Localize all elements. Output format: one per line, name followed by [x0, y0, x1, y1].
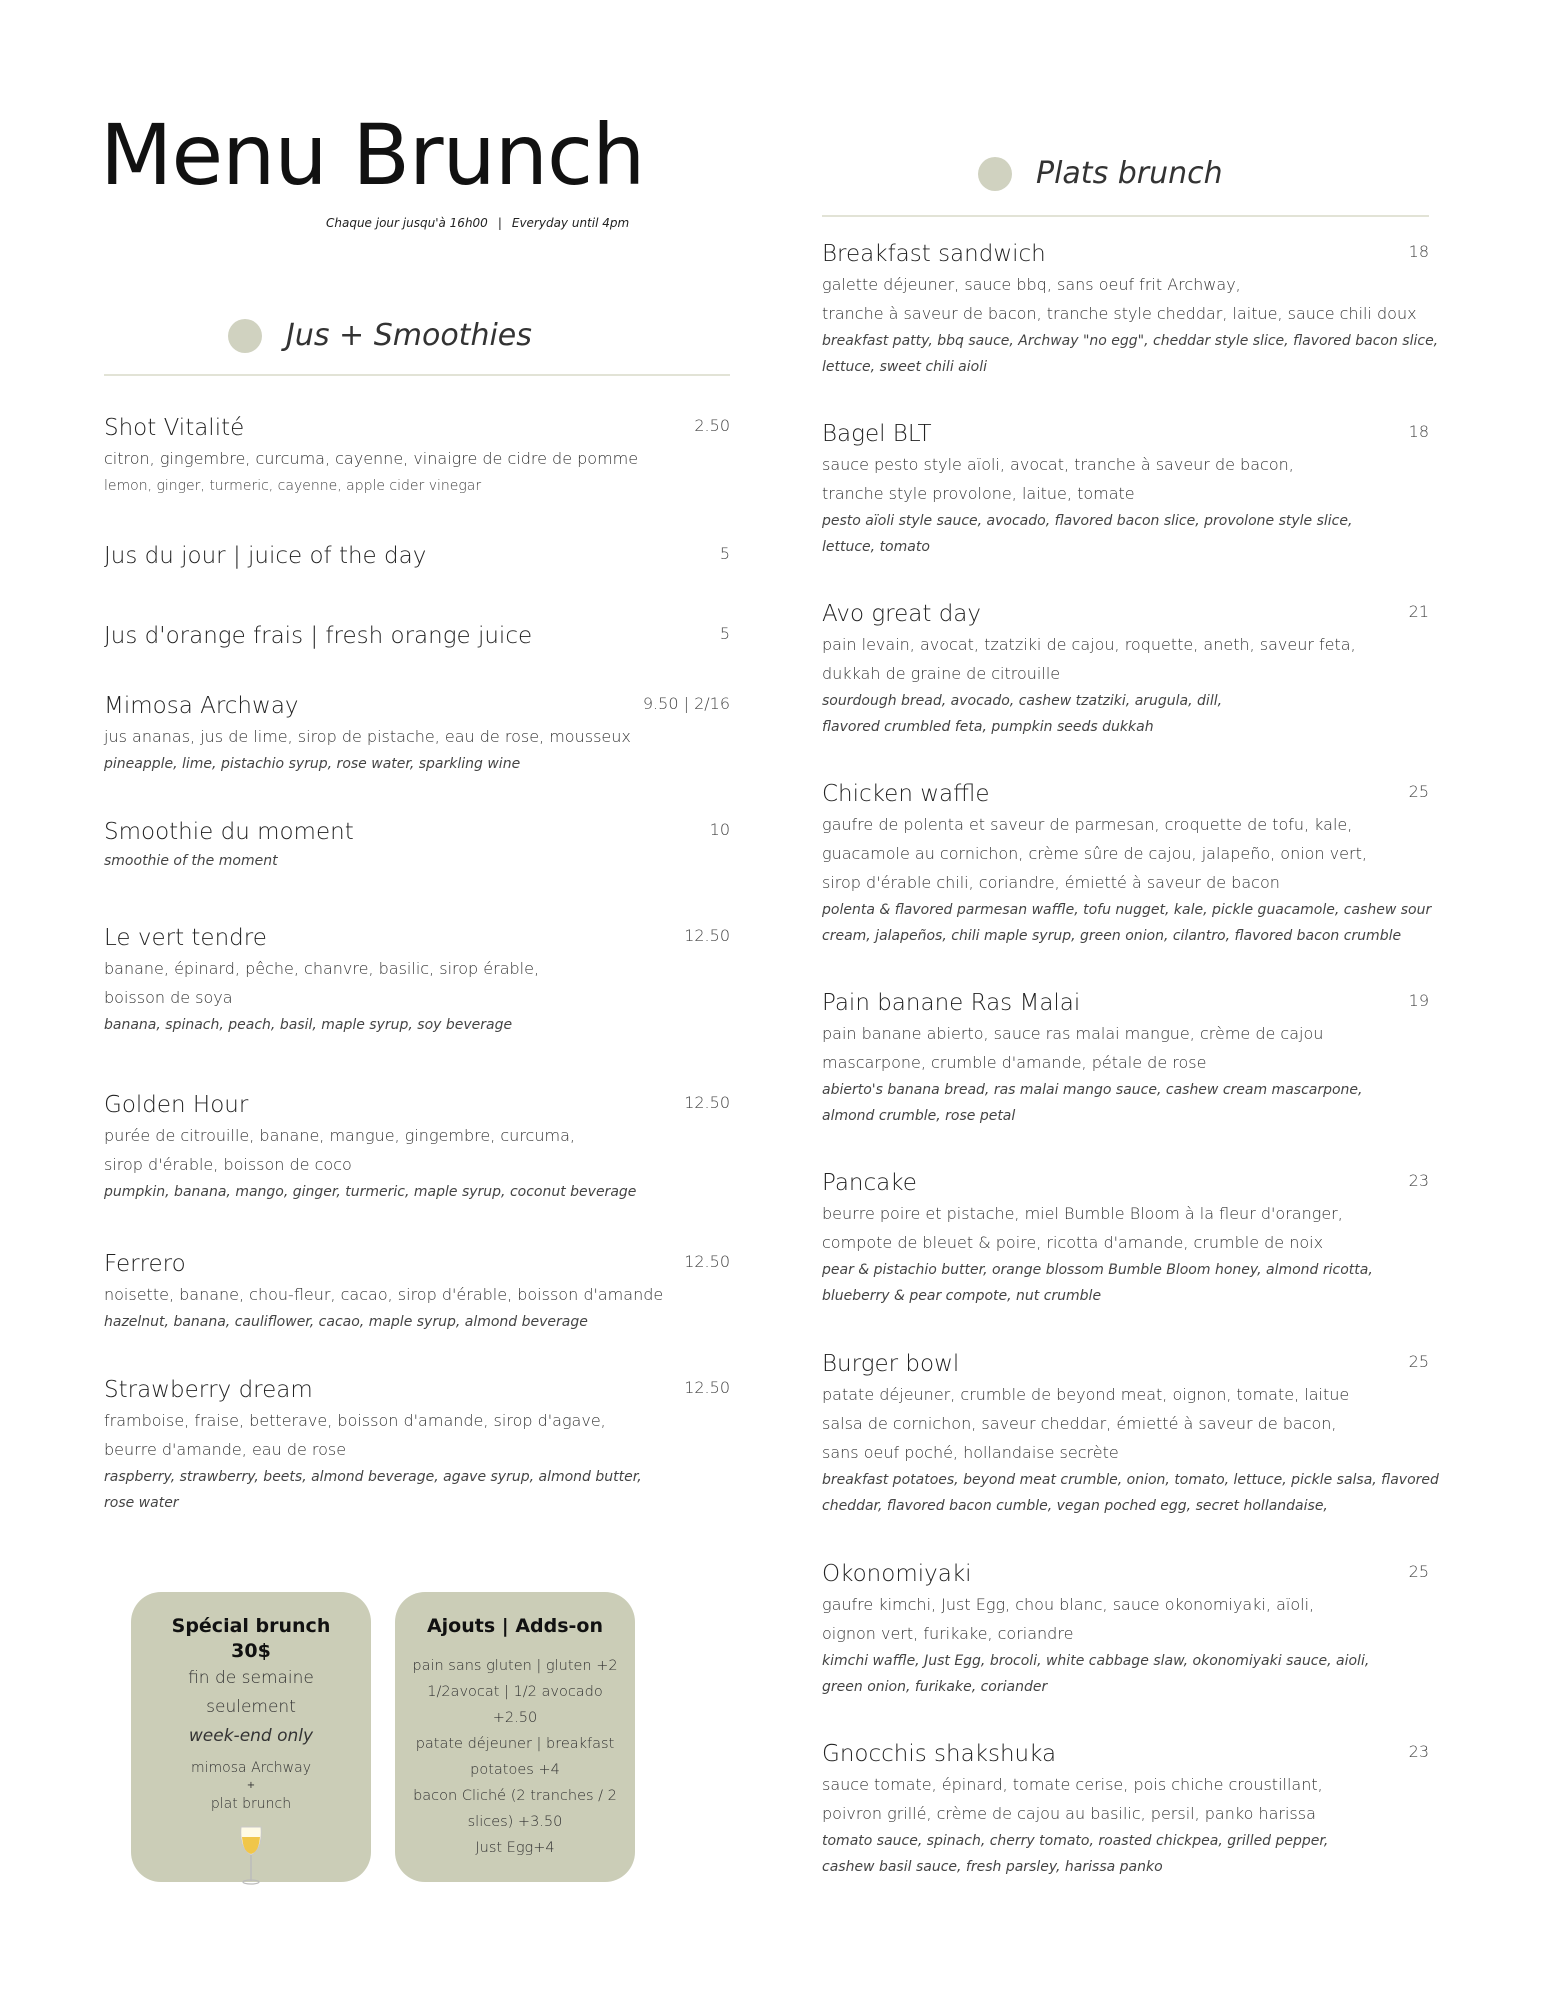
item-description-en: rose water	[104, 1495, 179, 1511]
item-description-fr: citron, gingembre, curcuma, cayenne, vinaigre de cidre de pomme	[104, 449, 639, 468]
plats-divider	[822, 215, 1429, 217]
item-price: 23	[1408, 1742, 1429, 1761]
hours-subtitle	[326, 216, 629, 230]
plats-section-header	[978, 156, 1223, 191]
item-description-fr: noisette, banane, chou-fleur, cacao, sirop d'érable, boisson d'amande	[104, 1285, 664, 1304]
item-description-en: pineapple, lime, pistachio syrup, rose water, sparkling wine	[104, 756, 521, 772]
item-description-fr: pain banane abierto, sauce ras malai mangue, crème de cajou	[822, 1024, 1324, 1043]
item-price: 12.50	[684, 1252, 730, 1271]
item-price: 10	[709, 820, 730, 839]
item-description-en: tomato sauce, spinach, cherry tomato, roasted chickpea, grilled pepper,	[822, 1833, 1329, 1849]
item-description-fr: sirop d'érable, boisson de coco	[104, 1155, 352, 1174]
item-description-fr: boisson de soya	[104, 988, 233, 1007]
item-name: Jus d'orange frais | fresh orange juice	[104, 623, 533, 649]
item-name: Breakfast sandwich	[822, 241, 1046, 267]
item-description-en: polenta & flavored parmesan waffle, tofu nugget, kale, pickle guacamole, cashew sour	[822, 902, 1432, 918]
menu-item	[104, 1089, 730, 1205]
item-description-fr: gaufre kimchi, Just Egg, chou blanc, sauce okonomiyaki, aïoli,	[822, 1595, 1315, 1614]
item-description-fr: poivron grillé, crème de cajou au basilic, persil, panko harissa	[822, 1804, 1316, 1823]
item-description-en: pesto aïoli style sauce, avocado, flavored bacon slice, provolone style slice,	[822, 513, 1353, 529]
item-name: Gnocchis shakshuka	[822, 1741, 1057, 1767]
item-name: Strawberry dream	[104, 1377, 313, 1403]
item-name: Bagel BLT	[822, 421, 932, 447]
item-description-fr: purée de citrouille, banane, mangue, gingembre, curcuma,	[104, 1126, 575, 1145]
item-description-fr: mascarpone, crumble d'amande, pétale de rose	[822, 1053, 1207, 1072]
item-description-en: cream, jalapeños, chili maple syrup, green onion, cilantro, flavored bacon crumble	[822, 928, 1402, 944]
item-description-fr: dukkah de graine de citrouille	[822, 664, 1061, 683]
item-price: 9.50 | 2/16	[642, 694, 730, 713]
menu-item	[822, 987, 1429, 1129]
special-title: Spécial brunch	[171, 1615, 331, 1637]
special-line2: plat brunch	[210, 1796, 292, 1812]
item-description-en: hazelnut, banana, cauliflower, cacao, maple syrup, almond beverage	[104, 1314, 588, 1330]
item-price: 25	[1408, 1562, 1429, 1581]
menu-item	[104, 1248, 730, 1335]
menu-item	[822, 598, 1429, 740]
wine-glass-icon	[238, 1825, 264, 1887]
juices-divider	[104, 374, 730, 376]
item-price: 25	[1408, 782, 1429, 801]
section-dot-icon	[978, 157, 1012, 191]
menu-item	[822, 1167, 1429, 1309]
addon-line: slices) +3.50	[467, 1814, 563, 1830]
hours-fr: Chaque jour jusqu'à 16h00	[326, 216, 488, 230]
menu-item	[104, 922, 730, 1038]
juices-section-header	[228, 318, 532, 353]
addon-line: bacon Cliché (2 tranches / 2	[413, 1788, 617, 1804]
item-description-fr: compote de bleuet & poire, ricotta d'amande, crumble de noix	[822, 1233, 1324, 1252]
special-weekend-en: week-end only	[188, 1726, 314, 1746]
item-name: Pancake	[822, 1170, 917, 1196]
item-name: Golden Hour	[104, 1092, 249, 1118]
page-title: Menu Brunch	[100, 106, 645, 204]
item-description-fr: tranche style provolone, laitue, tomate	[822, 484, 1135, 503]
item-description-en: cashew basil sauce, fresh parsley, harissa panko	[822, 1859, 1163, 1875]
item-description-en: breakfast patty, bbq sauce, Archway "no egg", cheddar style slice, flavored bacon slice,	[822, 333, 1439, 349]
item-price: 2.50	[694, 416, 730, 435]
item-description-fr: salsa de cornichon, saveur cheddar, émietté à saveur de bacon,	[822, 1414, 1337, 1433]
menu-item	[104, 816, 730, 874]
addon-line: pain sans gluten | gluten +2	[412, 1658, 618, 1674]
special-weekend-fr: fin de semaine seulement	[188, 1668, 314, 1717]
item-description-fr: oignon vert, furikake, coriandre	[822, 1624, 1074, 1643]
item-description-en: breakfast potatoes, beyond meat crumble, onion, tomato, lettuce, pickle salsa, flavored	[822, 1472, 1439, 1488]
item-description-en: lettuce, tomato	[822, 539, 930, 555]
item-name: Le vert tendre	[104, 925, 267, 951]
item-name: Burger bowl	[822, 1351, 960, 1377]
item-description-fr: galette déjeuner, sauce bbq, sans oeuf frit Archway,	[822, 275, 1241, 294]
item-price: 12.50	[684, 926, 730, 945]
menu-item	[104, 1374, 730, 1516]
item-description-en: almond crumble, rose petal	[822, 1108, 1016, 1124]
item-price: 12.50	[684, 1378, 730, 1397]
addon-line: patate déjeuner | breakfast	[415, 1736, 615, 1752]
item-description-en: green onion, furikake, coriander	[822, 1679, 1048, 1695]
item-description-fr: guacamole au cornichon, crème sûre de cajou, jalapeño, onion vert,	[822, 844, 1367, 863]
item-description-en: blueberry & pear compote, nut crumble	[822, 1288, 1102, 1304]
section-dot-icon	[228, 319, 262, 353]
item-price: 21	[1408, 602, 1429, 621]
item-description-en: pumpkin, banana, mango, ginger, turmeric, maple syrup, coconut beverage	[104, 1184, 637, 1200]
menu-item	[104, 690, 730, 777]
special-line1: mimosa Archway	[191, 1760, 311, 1776]
special-brunch-box	[131, 1592, 371, 1882]
item-description-fr: sirop d'érable chili, coriandre, émietté à saveur de bacon	[822, 873, 1280, 892]
item-description-en: sourdough bread, avocado, cashew tzatziki, arugula, dill,	[822, 693, 1223, 709]
item-name: Mimosa Archway	[104, 693, 299, 719]
item-description-en: kimchi waffle, Just Egg, brocoli, white cabbage slaw, okonomiyaki sauce, aioli,	[822, 1653, 1370, 1669]
item-description-en: abierto's banana bread, ras malai mango sauce, cashew cream mascarpone,	[822, 1082, 1363, 1098]
item-price: 5	[719, 624, 730, 643]
item-price: 23	[1408, 1171, 1429, 1190]
item-name: Okonomiyaki	[822, 1561, 972, 1587]
item-description-fr: sauce tomate, épinard, tomate cerise, pois chiche croustillant,	[822, 1775, 1323, 1794]
item-description-en: banana, spinach, peach, basil, maple syrup, soy beverage	[104, 1017, 513, 1033]
menu-item	[104, 412, 730, 499]
item-description-fr: sauce pesto style aïoli, avocat, tranche à saveur de bacon,	[822, 455, 1294, 474]
menu-item	[104, 540, 730, 572]
item-description-fr: tranche à saveur de bacon, tranche style cheddar, laitue, sauce chili doux	[822, 304, 1417, 323]
item-description-fr: framboise, fraise, betterave, boisson d'amande, sirop d'agave,	[104, 1411, 606, 1430]
item-description-fr: pain levain, avocat, tzatziki de cajou, roquette, aneth, saveur feta,	[822, 635, 1356, 654]
item-name: Shot Vitalité	[104, 415, 245, 441]
addon-line: potatoes +4	[470, 1762, 560, 1778]
menu-item	[822, 778, 1432, 949]
menu-item	[822, 418, 1429, 560]
item-description-en: cheddar, flavored bacon cumble, vegan poched egg, secret hollandaise,	[822, 1498, 1328, 1514]
item-description-en: lettuce, sweet chili aioli	[822, 359, 987, 375]
item-name: Jus du jour | juice of the day	[104, 543, 427, 569]
addon-line: 1/2avocat | 1/2 avocado +2.50	[427, 1684, 603, 1726]
item-description-en: flavored crumbled feta, pumpkin seeds dukkah	[822, 719, 1154, 735]
hours-separator: |	[497, 216, 502, 230]
special-price: 30$	[231, 1640, 271, 1662]
item-description-fr: sans oeuf poché, hollandaise secrète	[822, 1443, 1119, 1462]
item-name: Pain banane Ras Malai	[822, 990, 1081, 1016]
addon-line: Just Egg+4	[475, 1840, 555, 1856]
addons-box	[395, 1592, 635, 1882]
item-description-en: raspberry, strawberry, beets, almond beverage, agave syrup, almond butter,	[104, 1469, 642, 1485]
item-description-fr: jus ananas, jus de lime, sirop de pistache, eau de rose, mousseux	[104, 727, 631, 746]
menu-item	[822, 1738, 1429, 1880]
special-plus: +	[246, 1780, 256, 1791]
item-price: 12.50	[684, 1093, 730, 1112]
item-name: Ferrero	[104, 1251, 186, 1277]
item-description-fr: gaufre de polenta et saveur de parmesan, croquette de tofu, kale,	[822, 815, 1353, 834]
plats-section-title: Plats brunch	[1036, 156, 1223, 191]
menu-item	[822, 1558, 1429, 1700]
hours-en: Everyday until 4pm	[511, 216, 630, 230]
item-description-en: lemon, ginger, turmeric, cayenne, apple cider vinegar	[104, 478, 482, 494]
juices-section-title: Jus + Smoothies	[286, 318, 532, 353]
item-price: 18	[1408, 242, 1429, 261]
item-name: Avo great day	[822, 601, 982, 627]
addons-title: Ajouts | Adds-on	[426, 1615, 604, 1637]
item-price: 18	[1408, 422, 1429, 441]
item-description-fr: patate déjeuner, crumble de beyond meat, oignon, tomate, laitue	[822, 1385, 1350, 1404]
item-description-fr: beurre d'amande, eau de rose	[104, 1440, 347, 1459]
item-description-en: smoothie of the moment	[104, 853, 278, 869]
item-description-en: pear & pistachio butter, orange blossom Bumble Bloom honey, almond ricotta,	[822, 1262, 1373, 1278]
item-description-fr: beurre poire et pistache, miel Bumble Bloom à la fleur d'oranger,	[822, 1204, 1343, 1223]
item-name: Chicken waffle	[822, 781, 990, 807]
menu-item	[104, 620, 730, 652]
item-price: 19	[1408, 991, 1429, 1010]
item-price: 5	[719, 544, 730, 563]
item-price: 25	[1408, 1352, 1429, 1371]
item-name: Smoothie du moment	[104, 819, 354, 845]
menu-item	[822, 1348, 1439, 1519]
item-description-fr: banane, épinard, pêche, chanvre, basilic, sirop érable,	[104, 959, 540, 978]
menu-item	[822, 238, 1439, 380]
